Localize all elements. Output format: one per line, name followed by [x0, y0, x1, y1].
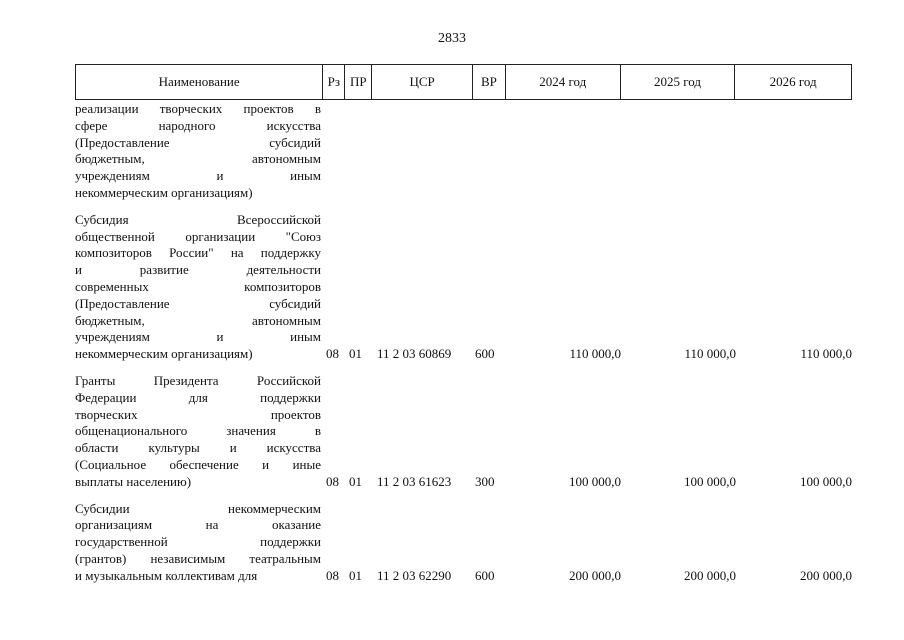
- table-row: [75, 501, 852, 585]
- cell-2025: 110 000,0: [684, 346, 736, 362]
- header-vr: ВР: [473, 65, 506, 99]
- cell-2025: 200 000,0: [684, 567, 736, 583]
- cell-vr: 600: [475, 567, 495, 583]
- header-2024: 2024 год: [506, 65, 621, 99]
- cell-2024: 110 000,0: [569, 346, 621, 362]
- header-2026: 2026 год: [769, 74, 817, 89]
- row-name-line: (Предоставление субсидий: [75, 295, 321, 311]
- row-name-line: общественной организации "Союз: [75, 228, 321, 244]
- row-name-line: и музыкальным коллективам для: [75, 567, 258, 583]
- cell-2026: 110 000,0: [800, 346, 852, 362]
- row-name-line: Федерации для поддержки: [75, 389, 321, 405]
- table-row: [75, 373, 852, 491]
- table-body: [75, 101, 852, 595]
- cell-csr: 11 2 03 61623: [377, 473, 452, 489]
- row-values: [75, 474, 852, 491]
- table-row: [75, 101, 852, 202]
- row-name-line: государственной поддержки: [75, 534, 321, 550]
- cell-2024: 100 000,0: [569, 473, 621, 489]
- row-name-line: некоммерческим организациям): [75, 346, 253, 362]
- header-csr: ЦСР: [372, 65, 473, 99]
- row-name-line: области культуры и искусства: [75, 440, 321, 456]
- cell-rz: 08: [326, 473, 339, 489]
- row-name-line: выплаты населению): [75, 473, 192, 489]
- cell-vr: 300: [475, 473, 495, 489]
- cell-rz: 08: [326, 567, 339, 583]
- row-name-line: реализации творческих проектов в: [75, 101, 321, 116]
- cell-pr: 01: [349, 567, 362, 583]
- cell-2025: 100 000,0: [684, 473, 736, 489]
- header-2025: 2025 год: [621, 65, 736, 99]
- row-name-line: бюджетным, автономным: [75, 312, 321, 328]
- row-name-line: современных композиторов: [75, 278, 321, 294]
- cell-vr: 600: [475, 346, 495, 362]
- table-row: [75, 212, 852, 363]
- row-name-line: Гранты Президента Российской: [75, 372, 321, 388]
- row-name-line: (Предоставление субсидий: [75, 134, 321, 150]
- cell-2024: 200 000,0: [569, 567, 621, 583]
- row-name: [75, 101, 321, 202]
- row-name-line: некоммерческим организациям): [75, 184, 253, 200]
- row-name-line: и развитие деятельности: [75, 262, 321, 278]
- row-name-line: бюджетным, автономным: [75, 151, 321, 167]
- row-name-line: (грантов) независимым театральным: [75, 550, 321, 566]
- row-name-line: сфере народного искусства: [75, 117, 321, 133]
- cell-pr: 01: [349, 346, 362, 362]
- cell-rz: 08: [326, 346, 339, 362]
- row-name-line: творческих проектов: [75, 406, 321, 422]
- header-rz: Рз: [323, 65, 345, 99]
- row-values: [75, 346, 852, 363]
- row-name-line: (Социальное обеспечение и иные: [75, 456, 321, 472]
- cell-csr: 11 2 03 60869: [377, 346, 452, 362]
- row-name-line: учреждениям и иным: [75, 168, 321, 184]
- cell-csr: 11 2 03 62290: [377, 567, 452, 583]
- row-name-line: учреждениям и иным: [75, 329, 321, 345]
- row-name-line: общенационального значения в: [75, 423, 321, 439]
- header-name: Наименование: [76, 65, 323, 99]
- cell-2026: 100 000,0: [800, 473, 852, 489]
- row-name-line: Субсидия Всероссийской: [75, 211, 321, 227]
- table-header: [75, 64, 852, 100]
- cell-pr: 01: [349, 473, 362, 489]
- cell-2026: 200 000,0: [800, 567, 852, 583]
- row-name-line: Субсидии некоммерческим: [75, 500, 321, 516]
- header-pr: ПР: [345, 65, 372, 99]
- row-name-line: композиторов России" на поддержку: [75, 245, 321, 261]
- row-values: [75, 568, 852, 585]
- row-name-line: организациям на оказание: [75, 517, 321, 533]
- row-name: [75, 212, 321, 363]
- page-number: 2833: [438, 31, 466, 46]
